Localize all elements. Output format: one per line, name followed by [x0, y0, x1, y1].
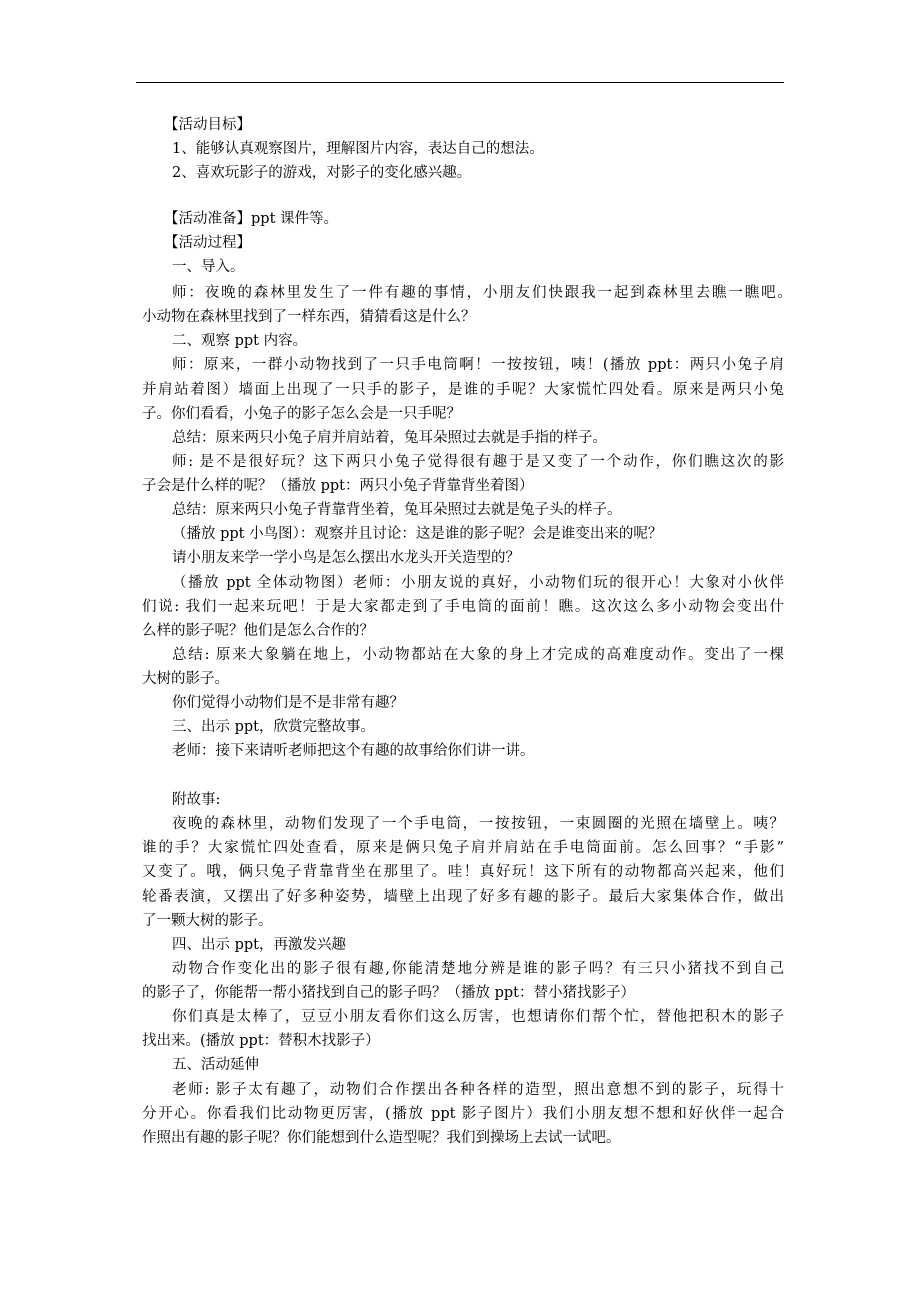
paragraph-line: 师: 是不是很好玩？这下两只小兔子觉得很有趣于是又变了一个动作，你们瞧这次的影 — [172, 454, 784, 470]
paragraph-line: 总结：原来两只小兔子背靠背坐着，兔耳朵照过去就是兔子头的样子。 — [172, 502, 622, 518]
paragraph-line: （播放 ppt 全体动物图）老师：小朋友说的真好，小动物们玩的很开心！大象对小伙伴 — [172, 575, 784, 591]
paragraph-line: 小动物在森林里找到了一样东西，猜猜看这是什么？ — [142, 309, 476, 325]
story-heading: 附故事: — [172, 792, 221, 808]
paragraph-line: 老师：接下来请听老师把这个有趣的故事给你们讲一讲。 — [172, 743, 535, 759]
heading-goals: 【活动目标】 — [164, 117, 251, 133]
section-1-title: 一、导入。 — [172, 259, 245, 275]
paragraph-line: 师：原来，一群小动物找到了一只手电筒啊！一按按钮，咦！(播放 ppt：两只小兔子肩 — [172, 357, 784, 373]
section-5-title: 五、活动延伸 — [172, 1057, 259, 1073]
story-line: 夜晚的森林里，动物们发现了一个手电筒，一按按钮，一束圆圈的光照在墙壁上。咦？ — [172, 816, 784, 832]
section-4-title: 四、出示 ppt，再激发兴趣 — [172, 937, 346, 953]
paragraph-line: 你们真是太棒了，豆豆小朋友看你们这么厉害，也想请你们帮个忙，替他把积木的影子 — [172, 1009, 784, 1025]
paragraph-line: 么样的影子呢？他们是怎么合作的？ — [142, 623, 374, 639]
heading-process: 【活动过程】 — [164, 235, 251, 251]
goal-2: 2、喜欢玩影子的游戏，对影子的变化感兴趣。 — [172, 165, 472, 181]
paragraph-line: 子。你们看看，小兔子的影子怎么会是一只手呢？ — [142, 406, 461, 422]
paragraph-line: 你们觉得小动物们是不是非常有趣？ — [172, 695, 404, 711]
story-line: 轮番表演，又摆出了好多种姿势，墙壁上出现了好多有趣的影子。最后大家集体合作，做出 — [142, 889, 784, 905]
paragraph-line: 老师: 影子太有趣了，动物们合作摆出各种各样的造型，照出意想不到的影子，玩得十 — [172, 1082, 784, 1098]
paragraph-line: 的影子了，你能帮一帮小猪找到自己的影子吗？（播放 ppt：替小猪找影子） — [142, 985, 635, 1001]
story-line: 又变了。哦，俩只兔子背靠背坐在那里了。哇！真好玩！这下所有的动物都高兴起来，他们 — [142, 864, 784, 880]
paragraph-line: （播放 ppt 小鸟图）：观察并且讨论：这是谁的影子呢？会是谁变出来的呢？ — [172, 526, 663, 542]
heading-preparation: 【活动准备】ppt 课件等。 — [164, 211, 338, 227]
story-line: 谁的手？大家慌忙四处查看，原来是俩只兔子肩并肩站在手电筒面前。怎么回事？“手影” — [142, 840, 784, 856]
paragraph-line: 师：夜晚的森林里发生了一件有趣的事情，小朋友们快跟我一起到森林里去瞧一瞧吧。 — [172, 285, 792, 301]
paragraph-line: 作照出有趣的影子呢？你们能想到什么造型呢？我们到操场上去试一试吧。 — [142, 1130, 621, 1146]
paragraph-line: 大树的影子。 — [142, 671, 229, 687]
paragraph-line: 们说: 我们一起来玩吧！于是大家都走到了手电筒的面前！瞧。这次这么多小动物会变出什 — [142, 599, 784, 615]
paragraph-line: 并肩站着图）墙面上出现了一只手的影子，是谁的手呢？大家慌忙四处看。原来是两只小兔 — [142, 382, 784, 398]
paragraph-line: 请小朋友来学一学小鸟是怎么摆出水龙头开关造型的？ — [172, 550, 520, 566]
section-3-title: 三、出示 ppt，欣赏完整故事。 — [172, 719, 375, 735]
paragraph-line: 子会是什么样的呢？（播放 ppt：两只小兔子背靠背坐着图） — [142, 478, 534, 494]
section-2-title: 二、观察 ppt 内容。 — [172, 333, 308, 349]
paragraph-line: 总结: 原来大象躺在地上，小动物都站在大象的身上才完成的高难度动作。变出了一棵 — [172, 647, 784, 663]
paragraph-line: 分开心。你看我们比动物更厉害，(播放 ppt 影子图片）我们小朋友想不想和好伙伴一起合 — [142, 1106, 784, 1122]
paragraph-line: 找出来。(播放 ppt：替积木找影子） — [142, 1033, 380, 1049]
goal-1: 1、能够认真观察图片，理解图片内容，表达自己的想法。 — [172, 141, 544, 157]
story-line: 了一颗大树的影子。 — [142, 913, 273, 929]
paragraph-line: 动物合作变化出的影子很有趣,你能清楚地分辨是谁的影子吗？有三只小猪找不到自己 — [172, 961, 784, 977]
paragraph-line: 总结：原来两只小兔子肩并肩站着，兔耳朵照过去就是手指的样子。 — [172, 430, 607, 446]
header-rule — [136, 82, 784, 83]
